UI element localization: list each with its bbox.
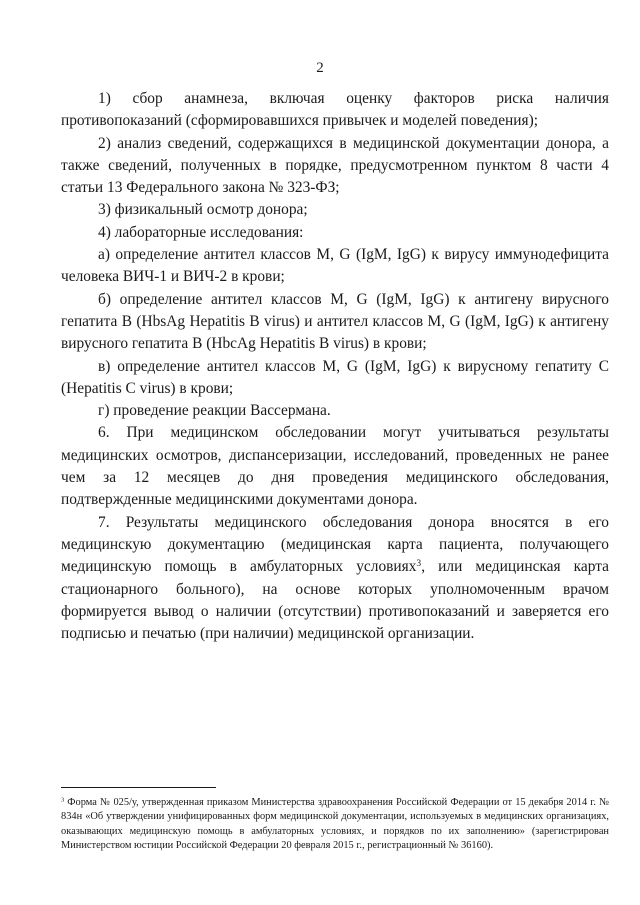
clause-7-text-start: 7. Результаты медицинского обследования донора вносятся в его медицинскую документацию (медицинская карта пациента, получающего медицинскую помощь в амбулаторных условиях	[61, 513, 609, 576]
footnote-text: Форма № 025/у, утвержденная приказом Министерства здравоохранения Российской Федерации от 15 декабря 2014 г. № 834н «Об утверждении унифицированных форм медицинской документации, используемых в медицинских организациях, оказывающих медицинскую помощь в амбулаторных условиях, и порядков по их заполнению» (зарегистрирован Министерством юстиции Российской Федерации 20 февраля 2015 г., регистрационный № 36160).	[61, 797, 609, 852]
footnote-reference: 3	[416, 557, 422, 569]
paragraph-clause-6: 6. При медицинском обследовании могут учитываться результаты медицинских осмотров, диспансеризации, исследований, проведенных не ранее чем за 12 месяцев до дня проведения медицинского обследования, подтвержденные медицинскими документами донора.	[61, 424, 609, 509]
footnote	[61, 796, 609, 854]
paragraph-subitem-v: в) определение антител классов M, G (IgM, IgG) к вирусному гепатиту C (Hepatitis C virus) в крови;	[61, 357, 609, 397]
paragraph-item-1: 1) сбор анамнеза, включая оценку факторов риска наличия противопоказаний (сформировавшихся привычек и моделей поведения);	[61, 90, 609, 130]
paragraph-subitem-g: г) проведение реакции Вассермана.	[98, 402, 331, 420]
page-number: 2	[316, 60, 324, 76]
footnote-marker: 3	[61, 796, 65, 804]
paragraph-subitem-b: б) определение антител классов M, G (IgM, IgG) к антигену вирусного гепатита B (HbsAg Hepatitis B virus) и антител классов M, G (IgM, IgG) к антигену вирусного гепатита B (HbcAg Hepatitis B virus) в крови;	[61, 290, 609, 353]
paragraph-item-2: 2) анализ сведений, содержащихся в медицинской документации донора, а также сведений, полученных в порядке, предусмотренном пунктом 8 части 4 статьи 13 Федерального закона № 323-ФЗ;	[61, 134, 609, 197]
paragraph-item-4: 4) лабораторные исследования:	[98, 223, 304, 241]
footnote-separator	[61, 787, 216, 788]
paragraph-clause-7	[61, 512, 609, 646]
clause-7-text-end: , или медицинская карта стационарного больного), на основе которых уполномоченным врачом формируется вывод о наличии (отсутствии) противопоказаний и заверяется его подписью и печатью (при наличии) медицинской организации.	[61, 558, 609, 643]
paragraph-subitem-a: а) определение антител классов M, G (IgM, IgG) к вирусу иммунодефицита человека ВИЧ-1 и ВИЧ-2 в крови;	[61, 246, 609, 286]
paragraph-item-3: 3) физикальный осмотр донора;	[98, 201, 308, 219]
document-body	[61, 88, 609, 645]
